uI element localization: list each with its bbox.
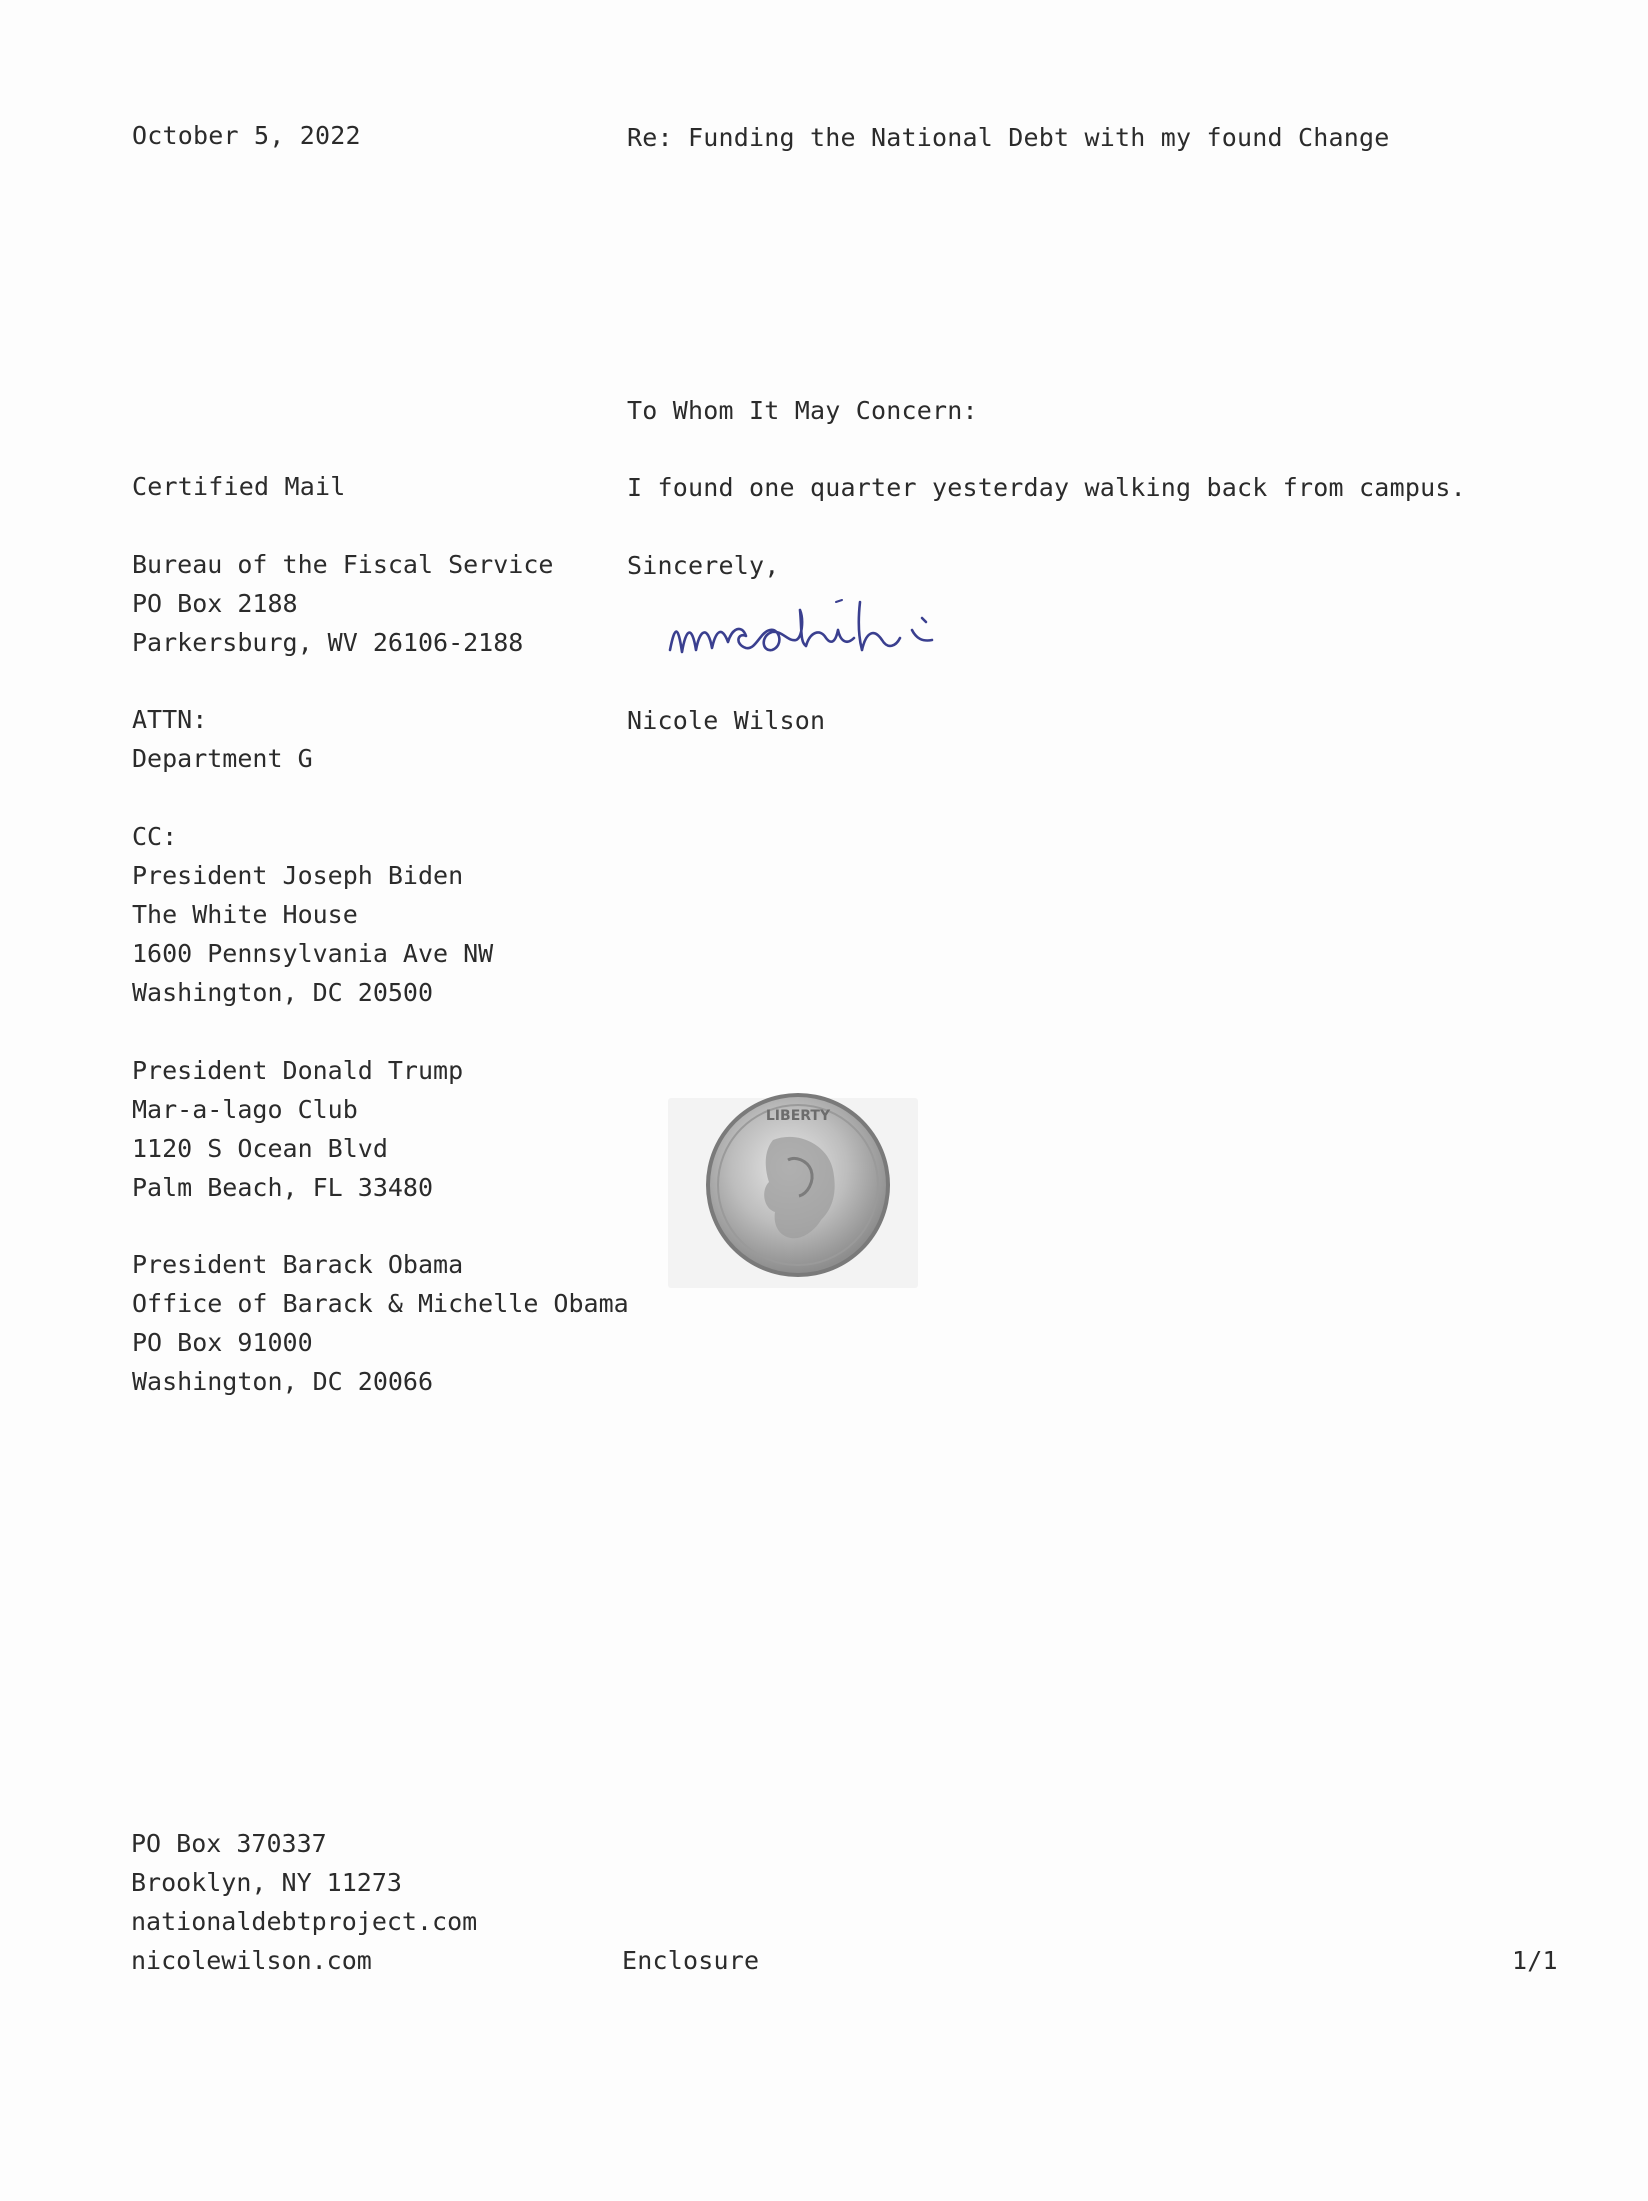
sender-website: nicolewilson.com bbox=[131, 1946, 372, 1975]
address-line: Office of Barack & Michelle Obama bbox=[132, 1289, 629, 1318]
attn-department: Department G bbox=[132, 744, 313, 773]
salutation: To Whom It May Concern: bbox=[627, 396, 978, 425]
attn-block bbox=[132, 700, 313, 778]
quarter-coin-icon bbox=[703, 1090, 893, 1280]
cc-obama bbox=[132, 1245, 629, 1401]
address-line: President Barack Obama bbox=[132, 1250, 464, 1279]
address-line: 1120 S Ocean Blvd bbox=[132, 1134, 388, 1163]
address-line: Parkersburg, WV 26106-2188 bbox=[132, 628, 524, 657]
attn-label: ATTN: bbox=[132, 705, 208, 734]
mail-type: Certified Mail bbox=[132, 472, 346, 501]
sender-website: nationaldebtproject.com bbox=[131, 1907, 478, 1936]
cc-trump bbox=[132, 1051, 463, 1207]
recipient-address bbox=[132, 545, 553, 662]
sender-line: PO Box 370337 bbox=[131, 1829, 327, 1858]
sender-info bbox=[131, 1824, 477, 1980]
enclosure-label: Enclosure bbox=[622, 1946, 760, 1975]
letter-body: I found one quarter yesterday walking back from campus. bbox=[627, 473, 1466, 502]
cc-label: CC: bbox=[132, 822, 178, 851]
address-line: Palm Beach, FL 33480 bbox=[132, 1173, 434, 1202]
enclosed-coin bbox=[668, 1090, 918, 1300]
signer-name: Nicole Wilson bbox=[627, 706, 826, 735]
sender-line: Brooklyn, NY 11273 bbox=[131, 1868, 402, 1897]
address-line: Washington, DC 20066 bbox=[132, 1367, 434, 1396]
address-line: President Joseph Biden bbox=[132, 861, 464, 890]
address-line: Washington, DC 20500 bbox=[132, 978, 434, 1007]
letter-date: October 5, 2022 bbox=[132, 121, 361, 150]
address-line: President Donald Trump bbox=[132, 1056, 464, 1085]
page-number: 1/1 bbox=[1512, 1946, 1558, 1975]
address-line: The White House bbox=[132, 900, 358, 929]
address-line: Bureau of the Fiscal Service bbox=[132, 550, 554, 579]
address-line: PO Box 2188 bbox=[132, 589, 298, 618]
cc-biden bbox=[132, 817, 493, 1012]
letter-subject: Re: Funding the National Debt with my found Change bbox=[627, 123, 1390, 152]
handwritten-signature bbox=[660, 580, 990, 680]
address-line: PO Box 91000 bbox=[132, 1328, 313, 1357]
coin-inscription: LIBERTY bbox=[765, 1108, 831, 1124]
address-line: Mar-a-lago Club bbox=[132, 1095, 358, 1124]
address-line: 1600 Pennsylvania Ave NW bbox=[132, 939, 494, 968]
closing: Sincerely, bbox=[627, 551, 780, 580]
